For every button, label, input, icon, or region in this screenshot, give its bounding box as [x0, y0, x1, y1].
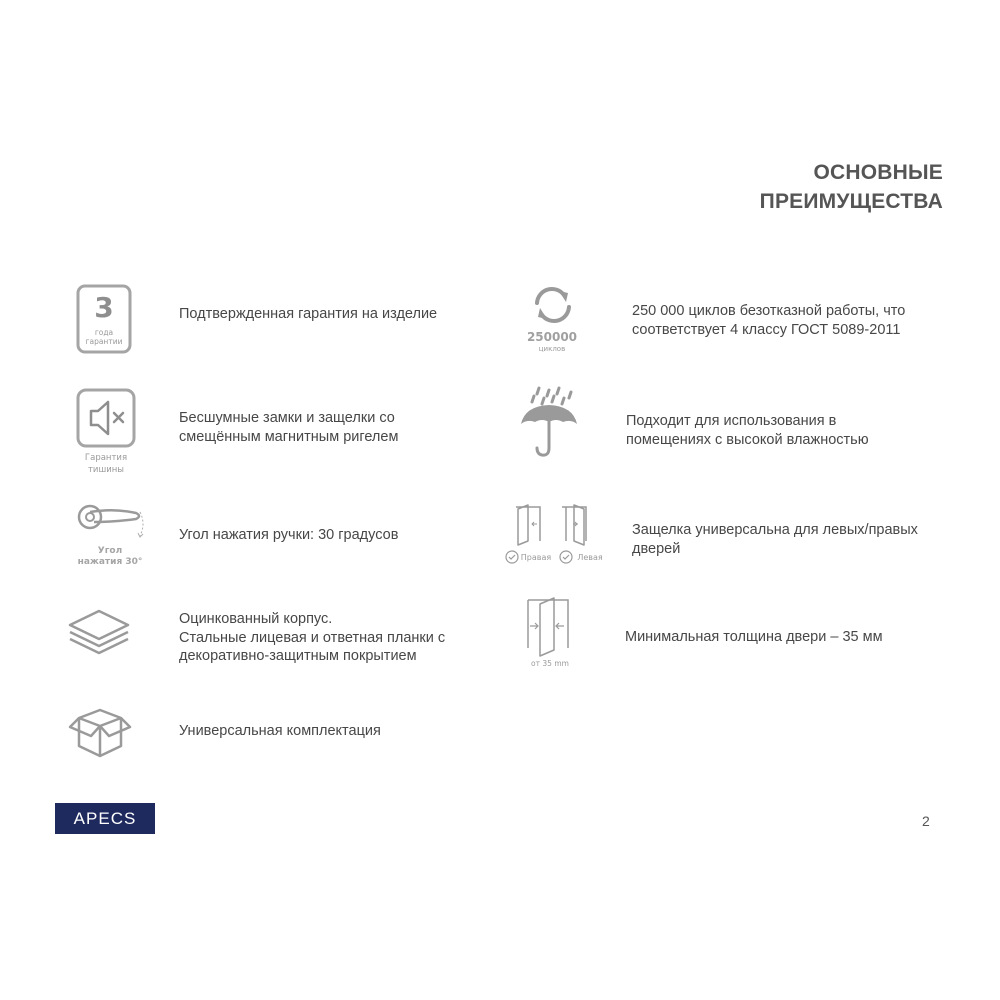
- feature-line: Подходит для использования в: [626, 413, 837, 429]
- feature-line: Бесшумные замки и защелки со: [179, 410, 395, 426]
- warranty-3-years-icon: [76, 284, 132, 354]
- handle-angle-icon: [74, 502, 154, 568]
- title-line-2: ПРЕИМУЩЕСТВА: [759, 190, 943, 213]
- feature-text-silence: [179, 409, 398, 446]
- feature-text-package: [179, 722, 381, 741]
- doors-left-right-icon: [504, 503, 608, 567]
- feature-text-door-thickness: [625, 628, 883, 647]
- feature-line: соответствует 4 классу ГОСТ 5089-2011: [632, 321, 901, 338]
- layers-icon: [67, 608, 131, 658]
- feature-text-warranty: [179, 305, 437, 324]
- feature-text-humidity: [626, 412, 869, 449]
- feature-text-handle-angle: [179, 526, 398, 545]
- feature-line: Подтвержденная гарантия на изделие: [179, 306, 438, 322]
- angle-caption-line1: Угол: [97, 546, 123, 556]
- feature-line: декоративно-защитным покрытием: [179, 648, 417, 664]
- feature-line: Защелка универсальна для левых/правых: [632, 522, 918, 538]
- feature-line: помещениях с высокой влажностью: [626, 431, 869, 448]
- cycles-caption: циклов: [538, 345, 566, 353]
- angle-caption-line2: нажатия 30°: [77, 557, 143, 567]
- door-left-caption: Левая: [577, 553, 603, 562]
- apecs-logo: [55, 803, 155, 834]
- feature-line: Оцинкованный корпус.: [179, 611, 333, 627]
- umbrella-rain-icon: [517, 386, 581, 460]
- feature-line: смещённым магнитным ригелем: [179, 428, 399, 445]
- thickness-caption: от 35 mm: [531, 659, 569, 668]
- logo-text: APECS: [73, 808, 137, 828]
- feature-line: Угол нажатия ручки: 30 градусов: [179, 527, 399, 543]
- feature-text-latch-universal: [632, 521, 918, 558]
- silence-caption-line1: Гарантия: [84, 453, 128, 463]
- feature-line: Универсальная комплектация: [179, 723, 381, 739]
- silent-speaker-icon: [76, 388, 136, 478]
- cycles-number: 250000: [526, 330, 578, 344]
- title-line-1: ОСНОВНЫЕ: [813, 161, 943, 184]
- warranty-number: 3: [94, 291, 114, 324]
- silence-caption-line2: тишины: [87, 465, 125, 475]
- feature-text-cycles: [632, 302, 905, 339]
- page-number: 2: [922, 813, 930, 829]
- feature-text-coating: [179, 610, 445, 666]
- feature-line: Минимальная толщина двери – 35 мм: [625, 629, 883, 645]
- door-thickness-icon: [524, 596, 580, 670]
- page-title: [760, 158, 943, 216]
- box-icon: [67, 702, 133, 760]
- warranty-caption-line2: гарантии: [85, 337, 123, 346]
- feature-line: Стальные лицевая и ответная планки с: [179, 629, 446, 646]
- feature-line: дверей: [632, 540, 681, 557]
- door-right-caption: Правая: [520, 553, 552, 562]
- warranty-caption-line1: года: [94, 328, 114, 337]
- cycle-arrows-icon: [523, 283, 583, 355]
- feature-line: 250 000 циклов безотказной работы, что: [632, 303, 906, 319]
